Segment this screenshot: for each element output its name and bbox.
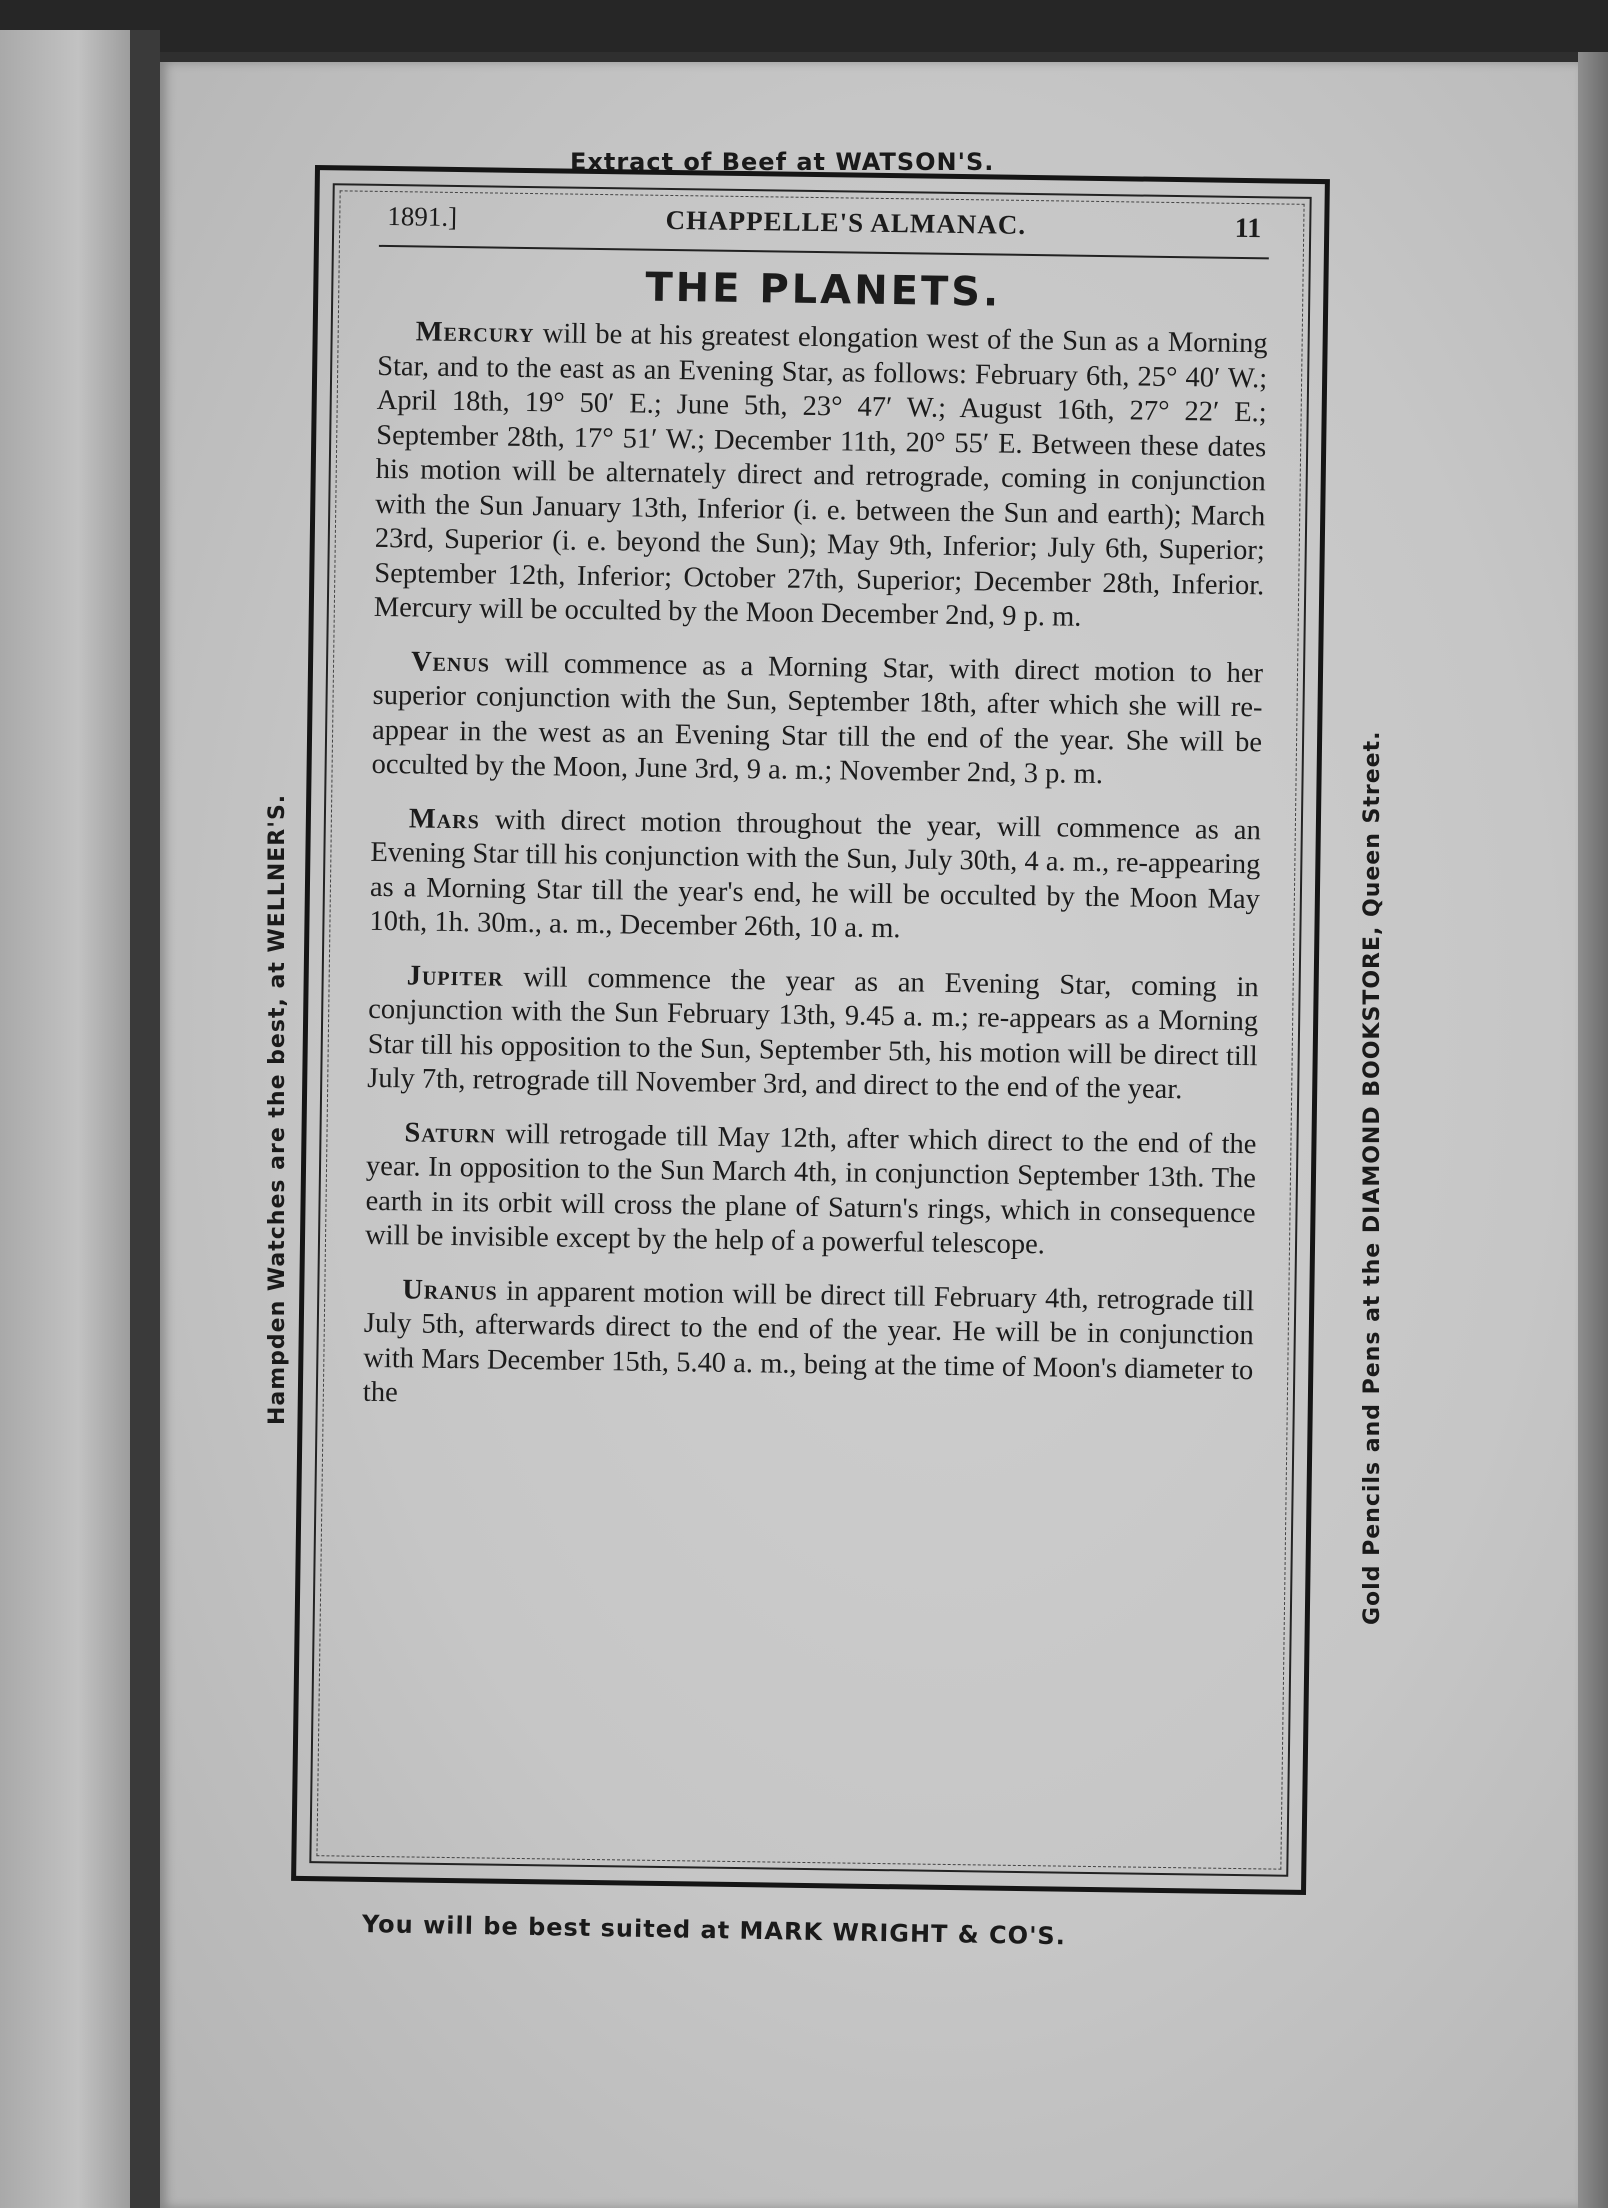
- book-spine: [130, 30, 160, 2208]
- bottom-advertisement: You will be best suited at MARK WRIGHT & CO'S.: [361, 1910, 1067, 1951]
- paragraph-text: will retrogade till May 12th, after which direct to the end of the year. In opposition to the Sun March 4th, in conjunction September 13th. The earth in its orbit will cross the plane of Saturn's rings, which in consequence will be invisible except by the help of a powerful telescope.: [364, 1118, 1257, 1261]
- planet-name: Saturn: [404, 1116, 497, 1150]
- page-frame: [291, 165, 1330, 1895]
- paragraph-text: with direct motion throughout the year, will commence as an Evening Star till his conjunction with the Sun, July 30th, 4 a. m., re-appearing as a Morning Star till the year's end, he will be occulted by the Moon May 10th, 1h. 30m., a. m., December 26th, 10 a. m.: [369, 803, 1262, 945]
- scan-top-band: [0, 0, 1608, 52]
- paragraph-venus: [371, 644, 1263, 794]
- paragraph-saturn: [365, 1115, 1257, 1265]
- paragraph-uranus: [363, 1272, 1255, 1422]
- facing-page-edge: [0, 30, 130, 2208]
- planet-name: Uranus: [402, 1273, 499, 1307]
- paragraph-jupiter: [367, 958, 1259, 1108]
- planet-name: Venus: [410, 645, 491, 678]
- page-number: 11: [1234, 212, 1262, 245]
- planet-name: Mars: [408, 802, 481, 835]
- left-advertisement: Hampden Watches are the best, at WELLNER'S.: [265, 793, 290, 1425]
- header-title: CHAPPELLE'S ALMANAC.: [665, 204, 1027, 240]
- page-stack-edge: [1578, 52, 1608, 2208]
- paragraph-text: will be at his greatest elongation west of the Sun as a Morning Star, and to the east as an Evening Star, as follows: February 6th, 25° 40′ W.; April 18th, 19° 50′ E.; June 5th, 23° 47′ W.; August 16th, 27° 22′ E.; September 28th, 17° 51′ W.; December 11th, 20° 55′ E. Between these dates his motion will be alternately direct and retrograde, coming in conjunction with the Sun January 13th, Inferior (i. e. between the Sun and earth); March 23rd, Superior (i. e. beyond the Sun); May 9th, Inferior; July 6th, Superior; September 12th, Inferior; October 27th, Superior; December 28th, Inferior. Mercury will be occulted by the Moon December 2nd, 9 p. m.: [373, 318, 1268, 633]
- paragraph-text: will commence the year as an Evening Star, coming in conjunction with the Sun February 13th, 9.45 a. m.; re-appears as a Morning Star till his opposition to the Sun, September 5th, his motion will be direct till July 7th, retrograde till November 3rd, and direct to the end of the year.: [367, 961, 1259, 1106]
- planet-name: Jupiter: [406, 959, 504, 993]
- top-advertisement: Extract of Beef at WATSON'S.: [570, 148, 995, 176]
- page-content: [362, 201, 1269, 1442]
- paragraph-mercury: [374, 315, 1268, 638]
- planet-name: Mercury: [415, 316, 535, 350]
- paragraph-text: in apparent motion will be direct till February 4th, retrograde till July 5th, afterwards direct to the end of the year. He will be in conjunction with Mars December 15th, 5.40 a. m., being at the time of Moon's diameter to the: [362, 1275, 1255, 1409]
- header-year: 1891.]: [387, 201, 458, 232]
- paragraph-mars: [369, 801, 1261, 951]
- right-advertisement: Gold Pencils and Pens at the DIAMOND BOOKSTORE, Queen Street.: [1360, 730, 1385, 1625]
- article-heading: THE PLANETS.: [645, 264, 1002, 316]
- paragraph-text: will commence as a Morning Star, with direct motion to her superior conjunction with the Sun, September 18th, after which she will re-appear in the west as an Evening Star till the end of the year. She will be occulted by the Moon, June 3rd, 9 a. m.; November 2nd, 3 p. m.: [371, 646, 1264, 791]
